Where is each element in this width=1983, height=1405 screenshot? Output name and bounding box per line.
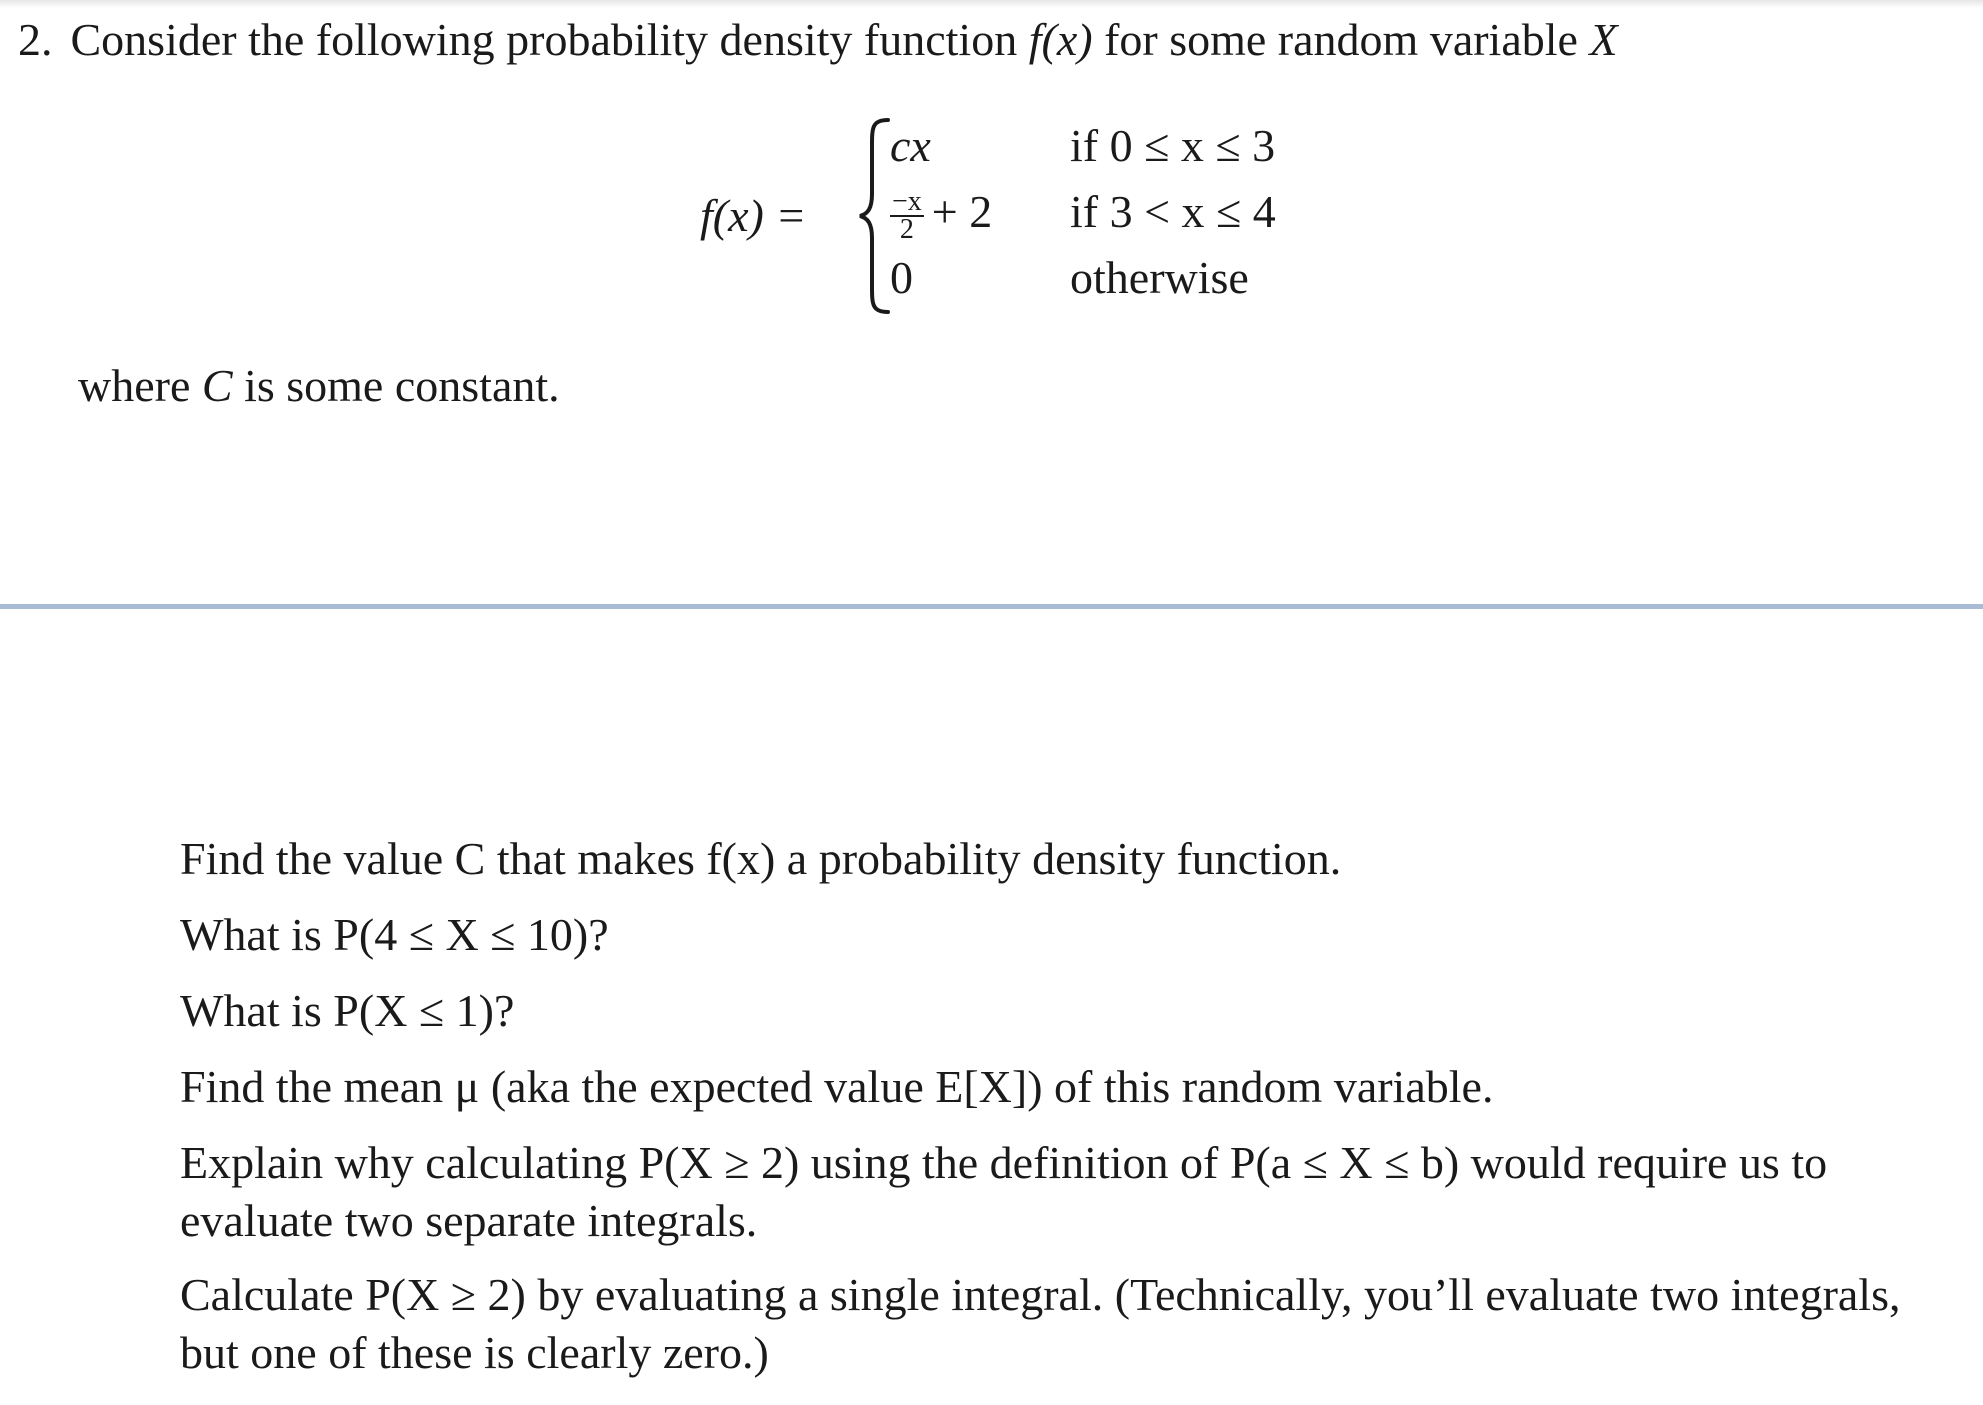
- fraction-denominator: 2: [899, 214, 914, 246]
- fraction-numerator: −x: [892, 186, 922, 218]
- left-brace: [858, 116, 890, 316]
- problem-statement: [18, 10, 1618, 70]
- case-2-expression-tail: + 2: [931, 186, 993, 237]
- section-divider: [0, 604, 1983, 609]
- case-2-condition: if 3 < x ≤ 4: [1070, 186, 1276, 237]
- fraction: [890, 186, 924, 246]
- case-3-condition: otherwise: [1070, 252, 1249, 303]
- random-variable: X: [1589, 14, 1618, 65]
- function-name: f(x): [1028, 14, 1093, 65]
- case-1-condition: if 0 ≤ x ≤ 3: [1070, 120, 1276, 171]
- case-1-expression: cx: [890, 120, 931, 171]
- constant-symbol: C: [201, 360, 233, 411]
- problem-intro-tail: for some random variable: [1104, 14, 1578, 65]
- equation-lhs: f(x) =: [700, 190, 807, 241]
- part-text: Calculate P(X ≥ 2) by evaluating a single integral. (Technically, you’ll evaluate two integrals, but one of these is clearly zero.): [180, 1269, 1901, 1378]
- problem-intro: Consider the following probability density function: [70, 14, 1018, 65]
- part-text: What is P(4 ≤ X ≤ 10)?: [180, 909, 609, 960]
- constant-note: where C is some constant.: [78, 360, 560, 411]
- top-shadow: [0, 0, 1983, 8]
- problem-number: 2.: [18, 14, 53, 65]
- part-text: What is P(X ≤ 1)?: [180, 985, 515, 1036]
- part-text: Find the value C that makes f(x) a probability density function.: [180, 833, 1342, 884]
- case-3-expression: 0: [890, 252, 913, 303]
- part-text: Find the mean μ (aka the expected value E[X]) of this random variable.: [180, 1061, 1494, 1112]
- case-2-expression: [890, 184, 993, 246]
- part-text: Explain why calculating P(X ≥ 2) using the definition of P(a ≤ X ≤ b) would require us to evaluate two separate integrals.: [180, 1137, 1828, 1246]
